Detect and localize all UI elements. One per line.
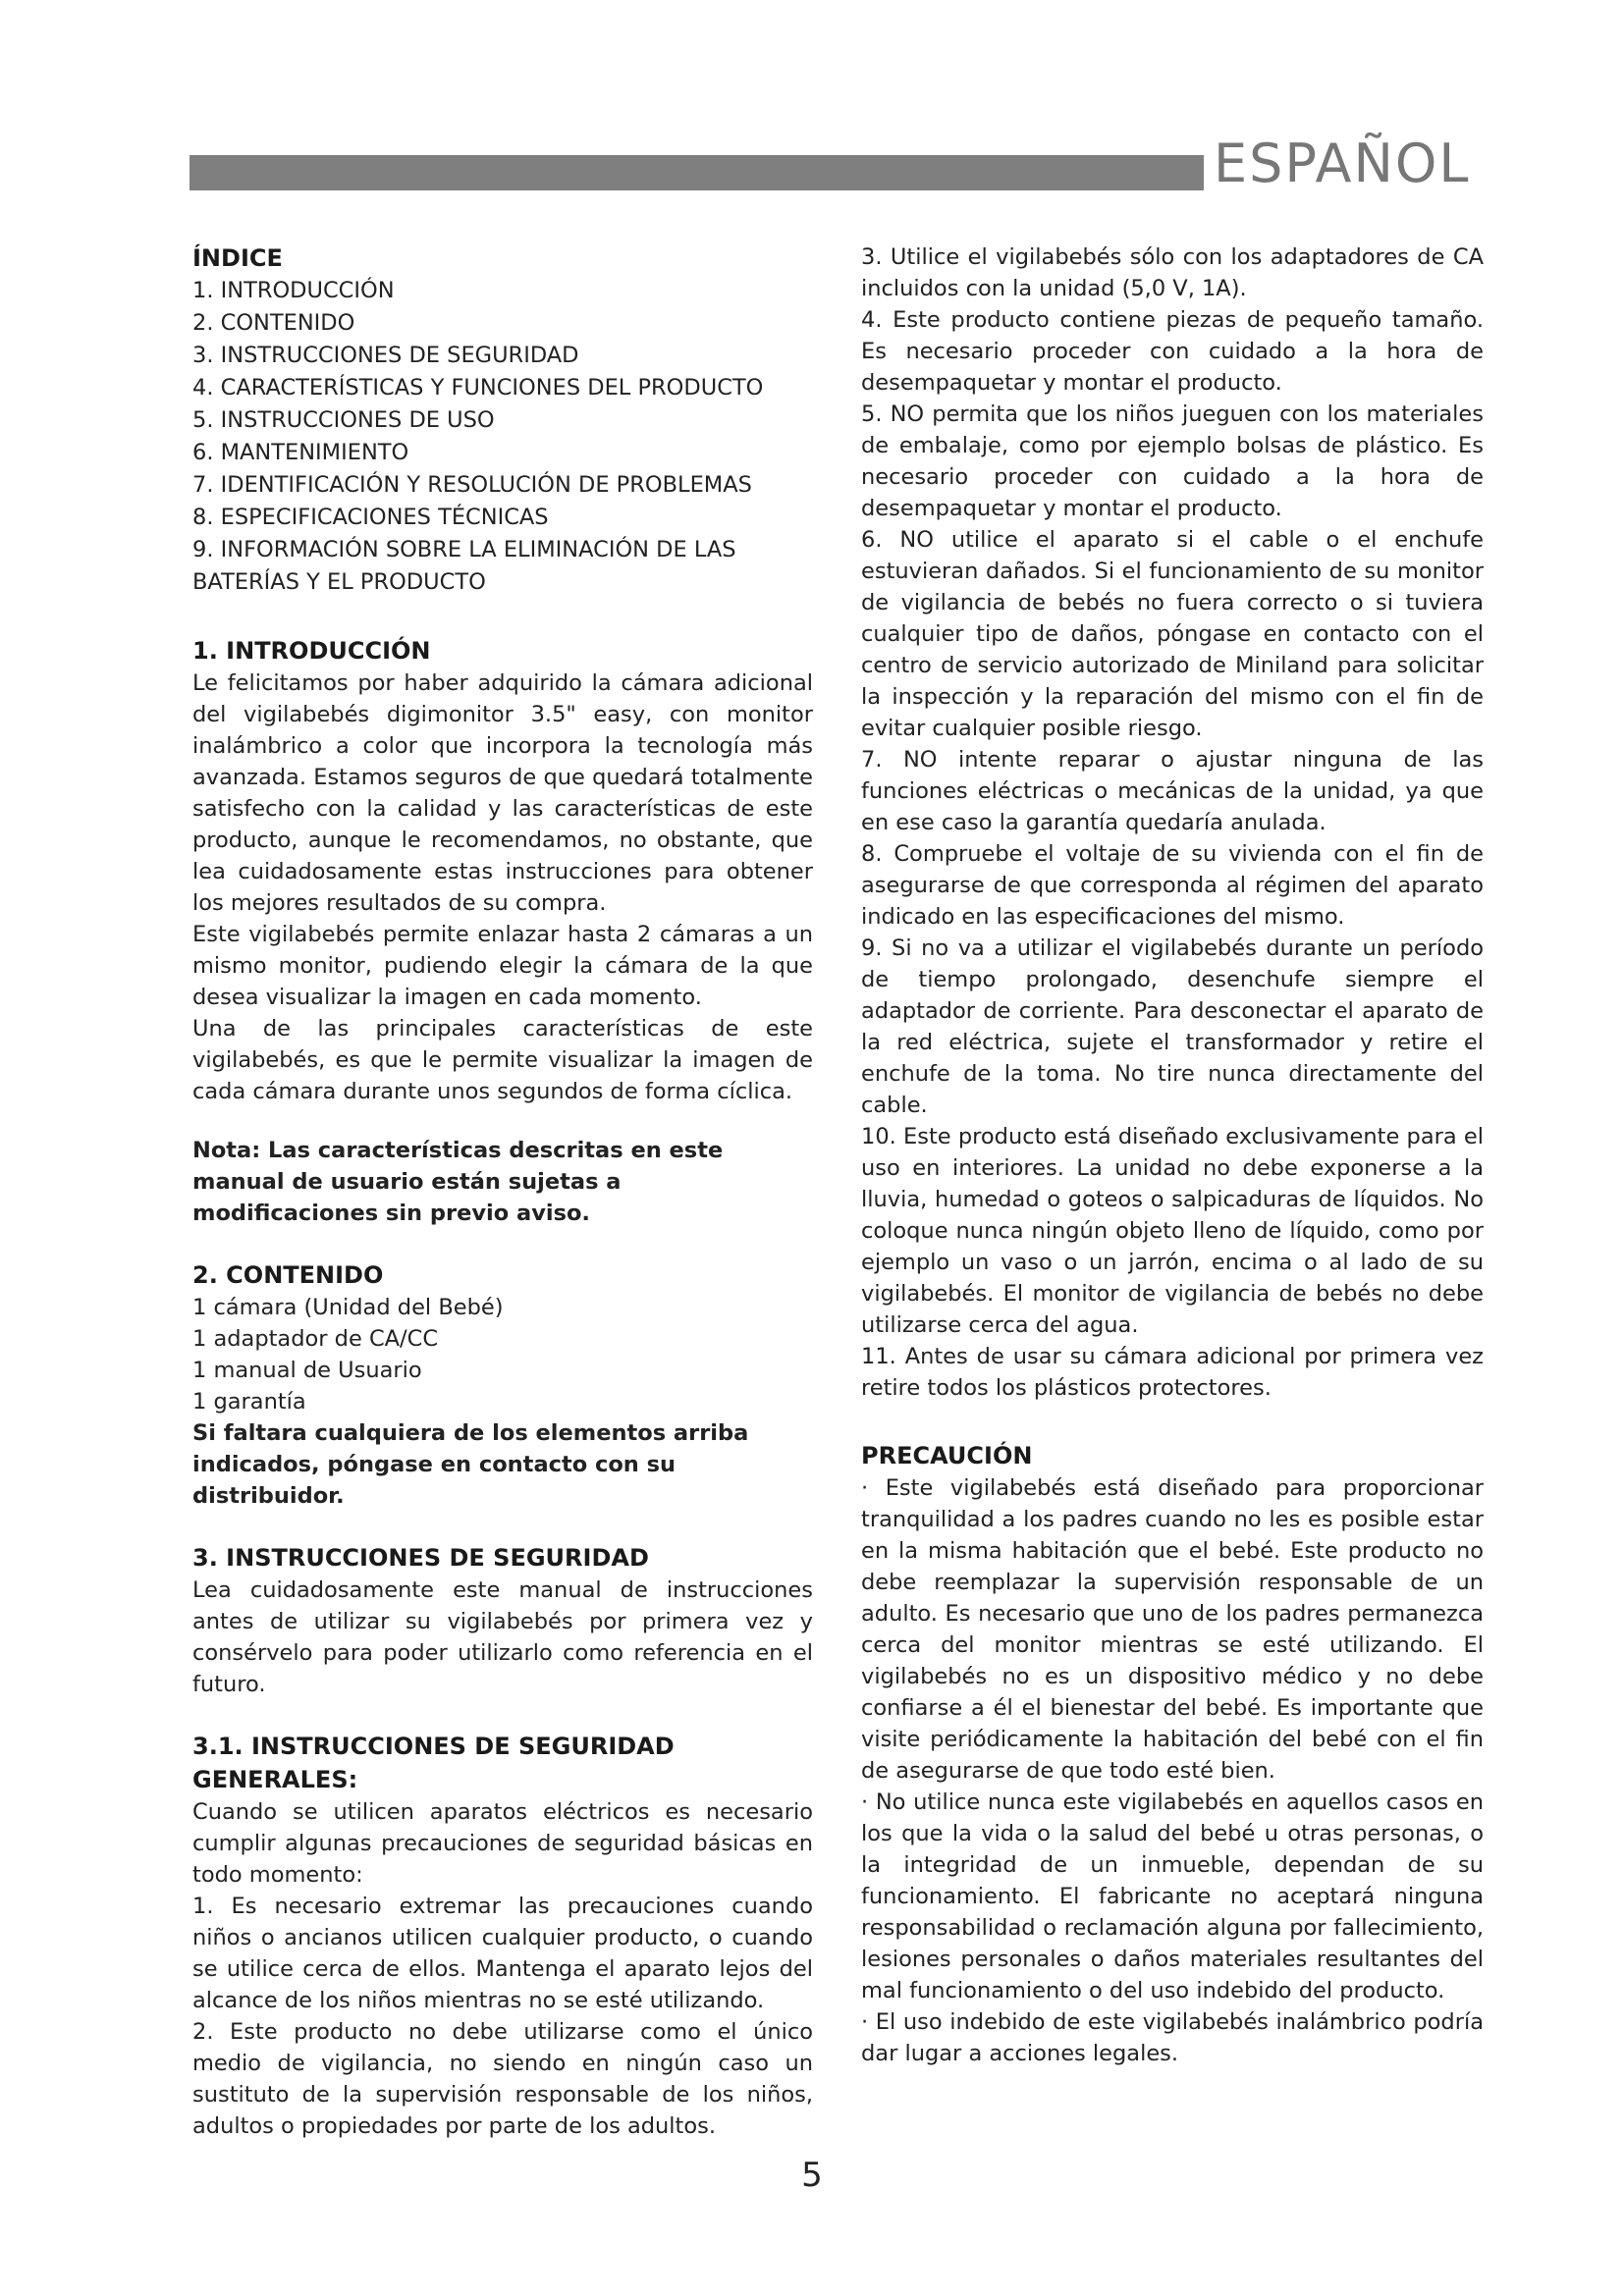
contents-item: 1 adaptador de CA/CC <box>192 1326 439 1352</box>
toc-item: 3. INSTRUCCIONES DE SEGURIDAD <box>192 343 579 368</box>
intro-paragraph: Una de las principales características de este vigilabebés, es que le permite visualizar la imagen de cada cámara durante unos segundos de forma cíclica. <box>192 1016 813 1104</box>
safety-intro: Lea cuidadosamente este manual de instrucciones antes de utilizar su vigilabebés por primera vez y consérvelo para poder utilizarlo como referencia en el futuro. <box>192 1577 813 1697</box>
toc-item: 4. CARACTERÍSTICAS Y FUNCIONES DEL PRODUCTO <box>192 375 764 400</box>
toc-item: 7. IDENTIFICACIÓN Y RESOLUCIÓN DE PROBLEMAS <box>192 472 752 498</box>
safety-item: 3. Utilice el vigilabebés sólo con los adaptadores de CA incluidos con la unidad (5,0 V, 1A). <box>861 244 1484 301</box>
toc-item: 8. ESPECIFICACIONES TÉCNICAS <box>192 505 549 530</box>
toc-item: 2. CONTENIDO <box>192 310 355 336</box>
caution-item: · El uso indebido de este vigilabebés inalámbrico podría dar lugar a acciones legales. <box>861 2009 1484 2066</box>
safety-item: 6. NO utilice el aparato si el cable o el enchufe estuvieran dañados. Si el funcionamiento de su monitor de vigilancia de bebés no fuera correcto o si tuviera cualquier tipo de daños, póngase en contacto con el centro de servicio autorizado de Miniland para solicitar la inspección y la reparación del mismo con el fin de evitar cualquier posible riesgo. <box>861 527 1484 741</box>
intro-paragraph: Este vigilabebés permite enlazar hasta 2 cámaras a un mismo monitor, pudiendo elegir la cámara de la que desea visualizar la imagen en cada momento. <box>192 922 813 1010</box>
safety-item: 5. NO permita que los niños jueguen con los materiales de embalaje, como por ejemplo bolsas de plástico. Es necesario proceder con cuidado a la hora de desempaquetar y montar el producto. <box>861 401 1484 521</box>
caution-item: · Este vigilabebés está diseñado para proporcionar tranquilidad a los padres cuando no les es posible estar en la misma habitación que el bebé. Este producto no debe reemplazar la supervisión responsable de un adulto. Es necesario que uno de los padres permanezca cerca del monitor mientras se esté utilizando. El vigilabebés no es un dispositivo médico y no debe confiarse a él el bienestar del bebé. Es importante que visite periódicamente la habitación del bebé con el fin de asegurarse de que todo esté bien. <box>861 1475 1484 1784</box>
intro-paragraph: Le felicitamos por haber adquirido la cámara adicional del vigilabebés digimonitor 3.5" easy, con monitor inalámbrico a color que incorpora la tecnología más avanzada. Estamos seguros de que quedará totalmente satisfecho con la calidad y las características de este producto, aunque le recomendamos, no obstante, que lea cuidadosamente estas instrucciones para obtener los mejores resultados de su compra. <box>192 670 813 916</box>
left-column <box>192 241 813 2142</box>
safety-item: 8. Compruebe el voltaje de su vivienda con el fin de asegurarse de que corresponda al régimen del aparato indicado en las especificaciones del mismo. <box>861 841 1484 930</box>
contents-item: 1 manual de Usuario <box>192 1358 422 1383</box>
right-column <box>861 241 1484 2069</box>
safety-item: 1. Es necesario extremar las precauciones cuando niños o ancianos utilicen cualquier producto, o cuando se utilice cerca de ellos. Mantenga el aparato lejos del alcance de los niños mientras no se esté utilizando. <box>192 1894 813 2013</box>
safety-item: 2. Este producto no debe utilizarse como el único medio de vigilancia, no siendo en ningún caso un sustituto de la supervisión responsable de los niños, adultos o propiedades por parte de los adultos. <box>192 2019 813 2139</box>
table-of-contents <box>192 241 813 599</box>
contents-item: 1 garantía <box>192 1389 306 1415</box>
caution-item: · No utilice nunca este vigilabebés en aquellos casos en los que la vida o la salud del bebé u otras personas, o la integridad de un inmueble, dependan de su funcionamiento. El fabricante no aceptará ninguna responsabilidad o reclamación alguna por fallecimiento, lesiones personales o daños materiales resultantes del mal funcionamiento o del uso indebido del producto. <box>861 1789 1484 2003</box>
general-safety-heading: 3.1. INSTRUCCIONES DE SEGURIDAD GENERALES: <box>192 1733 675 1793</box>
toc-item: 5. INSTRUCCIONES DE USO <box>192 407 495 433</box>
safety-item: 7. NO intente reparar o ajustar ninguna de las funciones eléctricas o mecánicas de la unidad, ya que en ese caso la garantía quedaría anulada. <box>861 747 1484 835</box>
contents-missing-note: Si faltara cualquiera de los elementos arriba indicados, póngase en contacto con su distribuidor. <box>192 1420 749 1509</box>
safety-item: 4. Este producto contiene piezas de pequeño tamaño. Es necesario proceder con cuidado a la hora de desempaquetar y montar el producto. <box>861 307 1484 396</box>
header-bar <box>189 155 1204 190</box>
toc-item: 1. INTRODUCCIÓN <box>192 278 395 303</box>
contents-heading: 2. CONTENIDO <box>192 1261 384 1289</box>
caution-heading: PRECAUCIÓN <box>861 1442 1033 1469</box>
toc-item: 9. INFORMACIÓN SOBRE LA ELIMINACIÓN DE LAS BATERÍAS Y EL PRODUCTO <box>192 537 736 595</box>
safety-item: 10. Este producto está diseñado exclusivamente para el uso en interiores. La unidad no debe exponerse a la lluvia, humedad o goteos o salpicaduras de líquidos. No coloque nunca ningún objeto lleno de líquido, como por ejemplo un vaso o un jarrón, encima o al lado de su vigilabebés. El monitor de vigilancia de bebés no debe utilizarse cerca del agua. <box>861 1124 1484 1338</box>
general-safety-intro: Cuando se utilicen aparatos eléctricos es necesario cumplir algunas precauciones de seguridad básicas en todo momento: <box>192 1799 813 1888</box>
intro-heading: 1. INTRODUCCIÓN <box>192 637 431 665</box>
page-number: 5 <box>801 2156 823 2195</box>
safety-item: 11. Antes de usar su cámara adicional por primera vez retire todos los plásticos protectores. <box>861 1344 1484 1401</box>
safety-item: 9. Si no va a utilizar el vigilabebés durante un período de tiempo prolongado, desenchufe siempre el adaptador de corriente. Para desconectar el aparato de la red eléctrica, sujete el transformador y retire el enchufe de la toma. No tire nunca directamente del cable. <box>861 935 1484 1118</box>
safety-heading: 3. INSTRUCCIONES DE SEGURIDAD <box>192 1544 649 1572</box>
contents-item: 1 cámara (Unidad del Bebé) <box>192 1295 504 1320</box>
intro-note: Nota: Las características descritas en este manual de usuario están sujetas a modificaciones sin previo aviso. <box>192 1138 724 1226</box>
toc-item: 6. MANTENIMIENTO <box>192 440 409 465</box>
toc-heading: ÍNDICE <box>192 244 283 272</box>
language-title: ESPAÑOL <box>1214 133 1471 194</box>
